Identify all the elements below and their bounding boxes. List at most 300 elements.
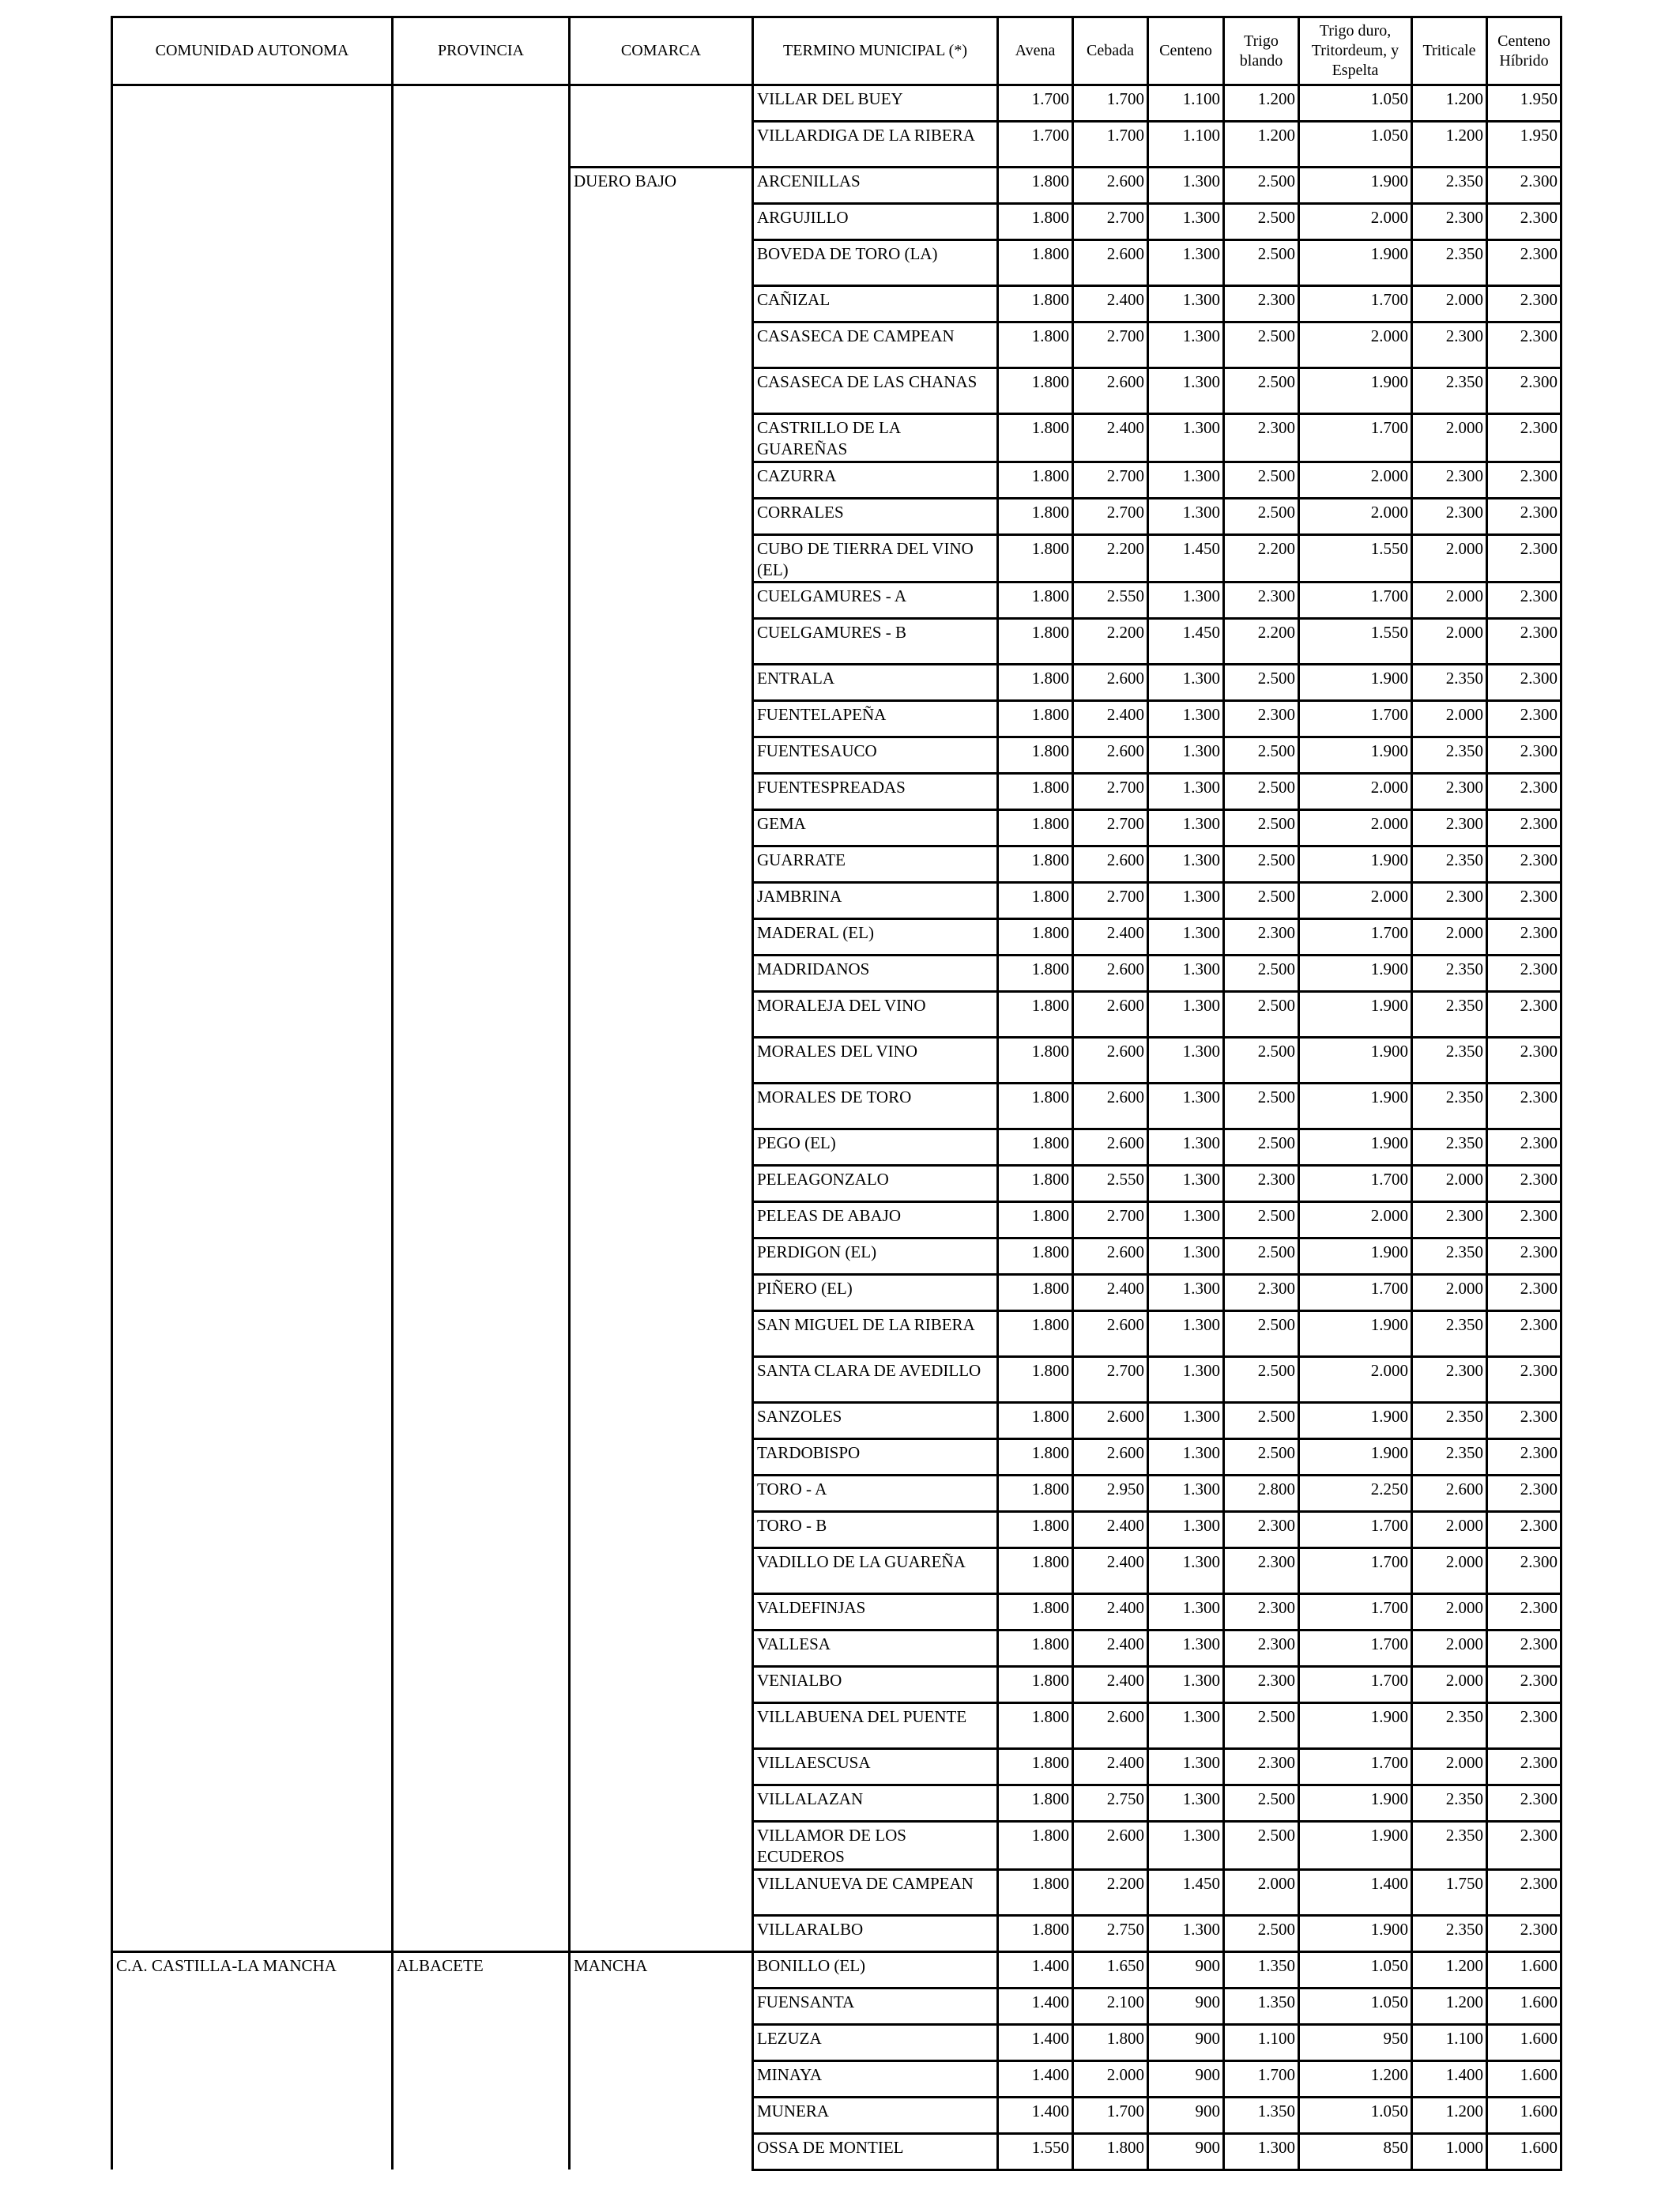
cell-provincia (393, 619, 570, 665)
table-row (112, 122, 1561, 168)
cell-cebada: 2.600 (1073, 1129, 1148, 1166)
cell-provincia (393, 1915, 570, 1951)
cell-provincia (393, 1357, 570, 1403)
cell-comarca (570, 1311, 753, 1357)
cell-avena: 1.700 (998, 122, 1073, 168)
cell-centeno-hibrido: 2.300 (1487, 240, 1561, 286)
cell-cebada: 2.600 (1073, 1703, 1148, 1749)
table-row (112, 1548, 1561, 1594)
table-body (112, 85, 1561, 2170)
cell-termino-municipal: VILLAMOR DE LOS ECUDEROS (753, 1822, 998, 1870)
cell-centeno: 1.300 (1148, 1594, 1224, 1630)
cell-trigo-duro: 2.000 (1299, 774, 1412, 810)
cell-comarca (570, 1630, 753, 1667)
cell-comunidad-autonoma (112, 414, 393, 462)
cell-trigo-blando: 2.300 (1224, 1594, 1299, 1630)
cell-triticale: 2.000 (1412, 1749, 1487, 1785)
cell-comunidad-autonoma (112, 1822, 393, 1870)
table-row (112, 368, 1561, 414)
table-row (112, 992, 1561, 1038)
cell-centeno: 1.300 (1148, 498, 1224, 534)
cell-trigo-duro: 1.900 (1299, 1439, 1412, 1476)
cell-provincia (393, 414, 570, 462)
cell-termino-municipal: SANZOLES (753, 1403, 998, 1439)
cell-termino-municipal: ARGUJILLO (753, 204, 998, 240)
table-row (112, 1951, 1561, 1988)
cell-avena: 1.800 (998, 534, 1073, 582)
cell-centeno-hibrido: 1.950 (1487, 122, 1561, 168)
cell-centeno-hibrido: 2.300 (1487, 1869, 1561, 1915)
cell-centeno-hibrido: 2.300 (1487, 168, 1561, 204)
cell-centeno: 1.300 (1148, 1084, 1224, 1129)
cell-trigo-blando: 1.300 (1224, 2133, 1299, 2169)
header-trigo-blando: Trigo blando (1224, 17, 1299, 85)
cell-comarca (570, 1703, 753, 1749)
cell-cebada: 2.400 (1073, 414, 1148, 462)
cell-triticale: 2.350 (1412, 1703, 1487, 1749)
cell-trigo-blando: 2.800 (1224, 1476, 1299, 1512)
cell-comunidad-autonoma (112, 2060, 393, 2097)
cell-cebada: 2.600 (1073, 1084, 1148, 1129)
cell-trigo-blando: 2.300 (1224, 286, 1299, 322)
cell-trigo-duro: 950 (1299, 2024, 1412, 2060)
cell-centeno-hibrido: 2.300 (1487, 462, 1561, 498)
cell-comunidad-autonoma (112, 883, 393, 919)
cell-trigo-blando: 2.500 (1224, 1703, 1299, 1749)
cell-comunidad-autonoma: C.A. CASTILLA-LA MANCHA (112, 1951, 393, 1988)
table-row (112, 774, 1561, 810)
cell-termino-municipal: MORALEJA DEL VINO (753, 992, 998, 1038)
cell-avena: 1.400 (998, 1951, 1073, 1988)
cell-provincia (393, 498, 570, 534)
cell-centeno: 1.300 (1148, 774, 1224, 810)
cell-cebada: 2.600 (1073, 1403, 1148, 1439)
cell-cebada: 2.600 (1073, 1311, 1148, 1357)
cell-termino-municipal: TARDOBISPO (753, 1439, 998, 1476)
cell-cebada: 2.200 (1073, 534, 1148, 582)
cell-trigo-blando: 2.500 (1224, 1202, 1299, 1238)
cell-trigo-duro: 1.900 (1299, 1822, 1412, 1870)
table-row (112, 1630, 1561, 1667)
cell-centeno: 1.300 (1148, 1915, 1224, 1951)
cell-comarca (570, 1667, 753, 1703)
cell-cebada: 2.700 (1073, 883, 1148, 919)
cell-centeno-hibrido: 2.300 (1487, 1275, 1561, 1311)
cell-comarca (570, 204, 753, 240)
cell-centeno: 1.300 (1148, 1785, 1224, 1822)
table-row (112, 1129, 1561, 1166)
cell-termino-municipal: CASASECA DE CAMPEAN (753, 322, 998, 368)
cell-centeno-hibrido: 2.300 (1487, 619, 1561, 665)
cell-trigo-duro: 1.050 (1299, 2097, 1412, 2133)
cell-provincia (393, 1822, 570, 1870)
cell-cebada: 2.700 (1073, 322, 1148, 368)
cell-trigo-blando: 2.300 (1224, 1275, 1299, 1311)
table-row (112, 168, 1561, 204)
cell-avena: 1.800 (998, 414, 1073, 462)
table-row (112, 1439, 1561, 1476)
cell-cebada: 2.200 (1073, 1869, 1148, 1915)
cell-avena: 1.800 (998, 619, 1073, 665)
cell-comunidad-autonoma (112, 1512, 393, 1548)
cell-comunidad-autonoma (112, 1202, 393, 1238)
cell-cebada: 2.600 (1073, 1038, 1148, 1084)
table-row (112, 810, 1561, 846)
cell-cebada: 2.750 (1073, 1785, 1148, 1822)
cell-avena: 1.800 (998, 992, 1073, 1038)
table-row (112, 1476, 1561, 1512)
cell-trigo-blando: 1.200 (1224, 85, 1299, 122)
cell-cebada: 2.600 (1073, 368, 1148, 414)
cell-comunidad-autonoma (112, 737, 393, 774)
header-triticale: Triticale (1412, 17, 1487, 85)
cell-triticale: 2.000 (1412, 582, 1487, 619)
cell-avena: 1.800 (998, 1084, 1073, 1129)
cell-centeno-hibrido: 2.300 (1487, 1703, 1561, 1749)
cell-trigo-duro: 1.900 (1299, 1238, 1412, 1275)
cell-avena: 1.800 (998, 1275, 1073, 1311)
cell-cebada: 1.700 (1073, 2097, 1148, 2133)
header-avena: Avena (998, 17, 1073, 85)
cell-trigo-duro: 2.000 (1299, 462, 1412, 498)
cell-comarca (570, 85, 753, 122)
cell-centeno: 900 (1148, 2097, 1224, 2133)
cell-termino-municipal: MADERAL (EL) (753, 919, 998, 956)
cell-trigo-blando: 2.300 (1224, 582, 1299, 619)
cell-centeno-hibrido: 2.300 (1487, 1439, 1561, 1476)
cell-termino-municipal: GUARRATE (753, 846, 998, 883)
cell-provincia (393, 1749, 570, 1785)
cell-comarca (570, 1476, 753, 1512)
cell-triticale: 2.600 (1412, 1476, 1487, 1512)
cell-trigo-duro: 1.700 (1299, 1548, 1412, 1594)
cell-centeno: 1.300 (1148, 286, 1224, 322)
cell-comunidad-autonoma (112, 1667, 393, 1703)
cell-cebada: 2.700 (1073, 462, 1148, 498)
cell-termino-municipal: VILLAR DEL BUEY (753, 85, 998, 122)
cell-provincia (393, 240, 570, 286)
cell-provincia (393, 2097, 570, 2133)
cell-termino-municipal: GEMA (753, 810, 998, 846)
cell-triticale: 2.350 (1412, 1439, 1487, 1476)
cell-provincia (393, 1988, 570, 2024)
cell-cebada: 2.700 (1073, 774, 1148, 810)
cell-provincia (393, 204, 570, 240)
cell-comarca (570, 2097, 753, 2133)
cell-centeno: 1.100 (1148, 122, 1224, 168)
cell-triticale: 2.300 (1412, 810, 1487, 846)
cell-comunidad-autonoma (112, 1275, 393, 1311)
cell-trigo-duro: 1.900 (1299, 665, 1412, 701)
cell-provincia (393, 462, 570, 498)
cell-provincia (393, 774, 570, 810)
cell-trigo-duro: 1.700 (1299, 1749, 1412, 1785)
cell-cebada: 2.700 (1073, 204, 1148, 240)
table-row (112, 1202, 1561, 1238)
cell-centeno: 1.300 (1148, 846, 1224, 883)
cell-trigo-blando: 2.500 (1224, 1038, 1299, 1084)
cell-centeno: 1.300 (1148, 883, 1224, 919)
cell-centeno-hibrido: 2.300 (1487, 1166, 1561, 1202)
cell-cebada: 2.700 (1073, 1357, 1148, 1403)
cell-comunidad-autonoma (112, 240, 393, 286)
cell-centeno: 1.300 (1148, 1202, 1224, 1238)
cell-comarca (570, 1548, 753, 1594)
cell-comarca (570, 919, 753, 956)
cell-trigo-duro: 1.700 (1299, 919, 1412, 956)
cell-comunidad-autonoma (112, 1785, 393, 1822)
header-cebada: Cebada (1073, 17, 1148, 85)
cell-avena: 1.550 (998, 2133, 1073, 2169)
cell-centeno-hibrido: 2.300 (1487, 846, 1561, 883)
cell-trigo-blando: 1.350 (1224, 2097, 1299, 2133)
cell-centeno: 1.300 (1148, 1703, 1224, 1749)
cell-trigo-duro: 1.400 (1299, 1869, 1412, 1915)
cell-avena: 1.800 (998, 1667, 1073, 1703)
cell-centeno-hibrido: 2.300 (1487, 1630, 1561, 1667)
cell-trigo-duro: 1.700 (1299, 1512, 1412, 1548)
cell-triticale: 1.400 (1412, 2060, 1487, 2097)
cell-centeno: 1.100 (1148, 85, 1224, 122)
cell-cebada: 2.400 (1073, 701, 1148, 737)
cell-comarca (570, 240, 753, 286)
cell-trigo-blando: 2.500 (1224, 846, 1299, 883)
table-row (112, 1084, 1561, 1129)
cell-comarca (570, 2060, 753, 2097)
cell-centeno-hibrido: 2.300 (1487, 1403, 1561, 1439)
cell-provincia (393, 368, 570, 414)
cell-trigo-duro: 1.900 (1299, 1403, 1412, 1439)
cell-comunidad-autonoma (112, 701, 393, 737)
cell-trigo-blando: 2.500 (1224, 1915, 1299, 1951)
cell-avena: 1.800 (998, 1630, 1073, 1667)
yield-table (111, 16, 1562, 2171)
cell-triticale: 2.350 (1412, 1785, 1487, 1822)
cell-centeno: 1.300 (1148, 368, 1224, 414)
cell-centeno: 1.300 (1148, 168, 1224, 204)
cell-cebada: 2.200 (1073, 619, 1148, 665)
cell-provincia (393, 1869, 570, 1915)
cell-provincia (393, 1238, 570, 1275)
cell-trigo-duro: 1.900 (1299, 168, 1412, 204)
cell-comunidad-autonoma (112, 1594, 393, 1630)
table-row (112, 1311, 1561, 1357)
cell-trigo-duro: 1.700 (1299, 1166, 1412, 1202)
cell-provincia (393, 1476, 570, 1512)
table-row (112, 2060, 1561, 2097)
cell-centeno: 1.300 (1148, 1512, 1224, 1548)
cell-comunidad-autonoma (112, 85, 393, 122)
cell-avena: 1.400 (998, 2097, 1073, 2133)
cell-comarca (570, 1439, 753, 1476)
cell-comarca: DUERO BAJO (570, 168, 753, 204)
cell-comunidad-autonoma (112, 1311, 393, 1357)
table-row (112, 1667, 1561, 1703)
table-row (112, 2133, 1561, 2169)
cell-provincia (393, 1667, 570, 1703)
cell-centeno-hibrido: 2.300 (1487, 414, 1561, 462)
cell-trigo-duro: 2.000 (1299, 322, 1412, 368)
cell-centeno: 1.300 (1148, 992, 1224, 1038)
cell-comarca: MANCHA (570, 1951, 753, 1988)
cell-comarca (570, 1357, 753, 1403)
cell-centeno-hibrido: 2.300 (1487, 1084, 1561, 1129)
cell-trigo-blando: 2.500 (1224, 810, 1299, 846)
cell-trigo-blando: 2.300 (1224, 701, 1299, 737)
cell-provincia (393, 1630, 570, 1667)
header-centeno-hibrido: Centeno Híbrido (1487, 17, 1561, 85)
cell-triticale: 1.100 (1412, 2024, 1487, 2060)
cell-centeno-hibrido: 2.300 (1487, 1785, 1561, 1822)
cell-comunidad-autonoma (112, 774, 393, 810)
cell-cebada: 1.800 (1073, 2133, 1148, 2169)
cell-centeno-hibrido: 1.600 (1487, 1988, 1561, 2024)
cell-avena: 1.800 (998, 919, 1073, 956)
cell-centeno-hibrido: 2.300 (1487, 582, 1561, 619)
cell-centeno-hibrido: 1.600 (1487, 2097, 1561, 2133)
cell-comarca (570, 414, 753, 462)
cell-centeno: 1.300 (1148, 1275, 1224, 1311)
cell-trigo-blando: 2.300 (1224, 1512, 1299, 1548)
cell-termino-municipal: VILLALAZAN (753, 1785, 998, 1822)
cell-provincia (393, 1129, 570, 1166)
cell-termino-municipal: BONILLO (EL) (753, 1951, 998, 1988)
cell-trigo-duro: 1.900 (1299, 368, 1412, 414)
cell-trigo-duro: 1.900 (1299, 1084, 1412, 1129)
cell-trigo-duro: 1.900 (1299, 737, 1412, 774)
cell-comarca (570, 701, 753, 737)
cell-trigo-blando: 2.500 (1224, 1311, 1299, 1357)
cell-trigo-duro: 2.000 (1299, 1357, 1412, 1403)
cell-termino-municipal: PIÑERO (EL) (753, 1275, 998, 1311)
cell-cebada: 2.600 (1073, 1822, 1148, 1870)
cell-avena: 1.800 (998, 737, 1073, 774)
cell-avena: 1.800 (998, 1129, 1073, 1166)
cell-triticale: 1.200 (1412, 1951, 1487, 1988)
cell-cebada: 2.700 (1073, 810, 1148, 846)
table-row (112, 286, 1561, 322)
cell-termino-municipal: PELEAS DE ABAJO (753, 1202, 998, 1238)
cell-termino-municipal: CAZURRA (753, 462, 998, 498)
cell-trigo-blando: 2.500 (1224, 204, 1299, 240)
cell-comunidad-autonoma (112, 1357, 393, 1403)
cell-avena: 1.800 (998, 1311, 1073, 1357)
cell-trigo-duro: 1.700 (1299, 1594, 1412, 1630)
cell-centeno: 1.300 (1148, 919, 1224, 956)
cell-centeno: 1.300 (1148, 810, 1224, 846)
cell-comarca (570, 1512, 753, 1548)
table-row (112, 1038, 1561, 1084)
cell-termino-municipal: CASTRILLO DE LA GUAREÑAS (753, 414, 998, 462)
cell-comarca (570, 1822, 753, 1870)
cell-avena: 1.800 (998, 956, 1073, 992)
cell-trigo-duro: 1.900 (1299, 992, 1412, 1038)
cell-centeno: 1.300 (1148, 1238, 1224, 1275)
cell-triticale: 2.350 (1412, 665, 1487, 701)
cell-provincia (393, 665, 570, 701)
cell-trigo-blando: 2.500 (1224, 1822, 1299, 1870)
cell-comunidad-autonoma (112, 1038, 393, 1084)
cell-avena: 1.800 (998, 582, 1073, 619)
cell-triticale: 1.200 (1412, 122, 1487, 168)
cell-avena: 1.800 (998, 1202, 1073, 1238)
cell-triticale: 2.300 (1412, 1357, 1487, 1403)
cell-trigo-duro: 1.900 (1299, 1915, 1412, 1951)
cell-triticale: 2.300 (1412, 322, 1487, 368)
cell-triticale: 2.350 (1412, 956, 1487, 992)
cell-centeno-hibrido: 2.300 (1487, 322, 1561, 368)
cell-cebada: 2.400 (1073, 919, 1148, 956)
cell-trigo-blando: 1.200 (1224, 122, 1299, 168)
cell-trigo-blando: 2.500 (1224, 368, 1299, 414)
cell-termino-municipal: VENIALBO (753, 1667, 998, 1703)
cell-avena: 1.800 (998, 1594, 1073, 1630)
cell-centeno-hibrido: 2.300 (1487, 1311, 1561, 1357)
cell-comunidad-autonoma (112, 956, 393, 992)
cell-provincia (393, 286, 570, 322)
cell-termino-municipal: PELEAGONZALO (753, 1166, 998, 1202)
cell-centeno: 1.300 (1148, 1439, 1224, 1476)
cell-cebada: 2.400 (1073, 1548, 1148, 1594)
cell-triticale: 2.000 (1412, 619, 1487, 665)
cell-provincia (393, 1275, 570, 1311)
cell-centeno: 1.300 (1148, 1667, 1224, 1703)
cell-termino-municipal: MADRIDANOS (753, 956, 998, 992)
table-row (112, 1166, 1561, 1202)
cell-termino-municipal: PEGO (EL) (753, 1129, 998, 1166)
cell-triticale: 2.350 (1412, 1238, 1487, 1275)
cell-centeno-hibrido: 2.300 (1487, 956, 1561, 992)
cell-centeno: 1.450 (1148, 1869, 1224, 1915)
cell-termino-municipal: CASASECA DE LAS CHANAS (753, 368, 998, 414)
cell-centeno: 1.300 (1148, 737, 1224, 774)
cell-avena: 1.800 (998, 1915, 1073, 1951)
cell-termino-municipal: CUBO DE TIERRA DEL VINO (EL) (753, 534, 998, 582)
cell-comunidad-autonoma (112, 2097, 393, 2133)
cell-trigo-duro: 1.700 (1299, 286, 1412, 322)
cell-provincia (393, 1403, 570, 1439)
cell-avena: 1.800 (998, 1238, 1073, 1275)
cell-cebada: 2.600 (1073, 846, 1148, 883)
cell-termino-municipal: VILLANUEVA DE CAMPEAN (753, 1869, 998, 1915)
cell-comunidad-autonoma (112, 368, 393, 414)
cell-termino-municipal: ENTRALA (753, 665, 998, 701)
cell-centeno: 1.300 (1148, 240, 1224, 286)
cell-comunidad-autonoma (112, 846, 393, 883)
cell-trigo-blando: 2.300 (1224, 1667, 1299, 1703)
cell-trigo-blando: 1.350 (1224, 1951, 1299, 1988)
cell-comarca (570, 1129, 753, 1166)
cell-provincia (393, 582, 570, 619)
cell-provincia (393, 737, 570, 774)
cell-trigo-blando: 2.500 (1224, 774, 1299, 810)
cell-termino-municipal: OSSA DE MONTIEL (753, 2133, 998, 2169)
cell-comarca (570, 992, 753, 1038)
cell-triticale: 2.300 (1412, 204, 1487, 240)
cell-provincia (393, 1512, 570, 1548)
cell-comunidad-autonoma (112, 1548, 393, 1594)
cell-trigo-duro: 1.200 (1299, 2060, 1412, 2097)
table-row (112, 1357, 1561, 1403)
cell-comarca (570, 534, 753, 582)
cell-centeno-hibrido: 2.300 (1487, 1038, 1561, 1084)
table-row (112, 1703, 1561, 1749)
cell-comarca (570, 368, 753, 414)
table-row (112, 1988, 1561, 2024)
cell-provincia (393, 1202, 570, 1238)
cell-centeno-hibrido: 2.300 (1487, 737, 1561, 774)
cell-provincia (393, 2060, 570, 2097)
